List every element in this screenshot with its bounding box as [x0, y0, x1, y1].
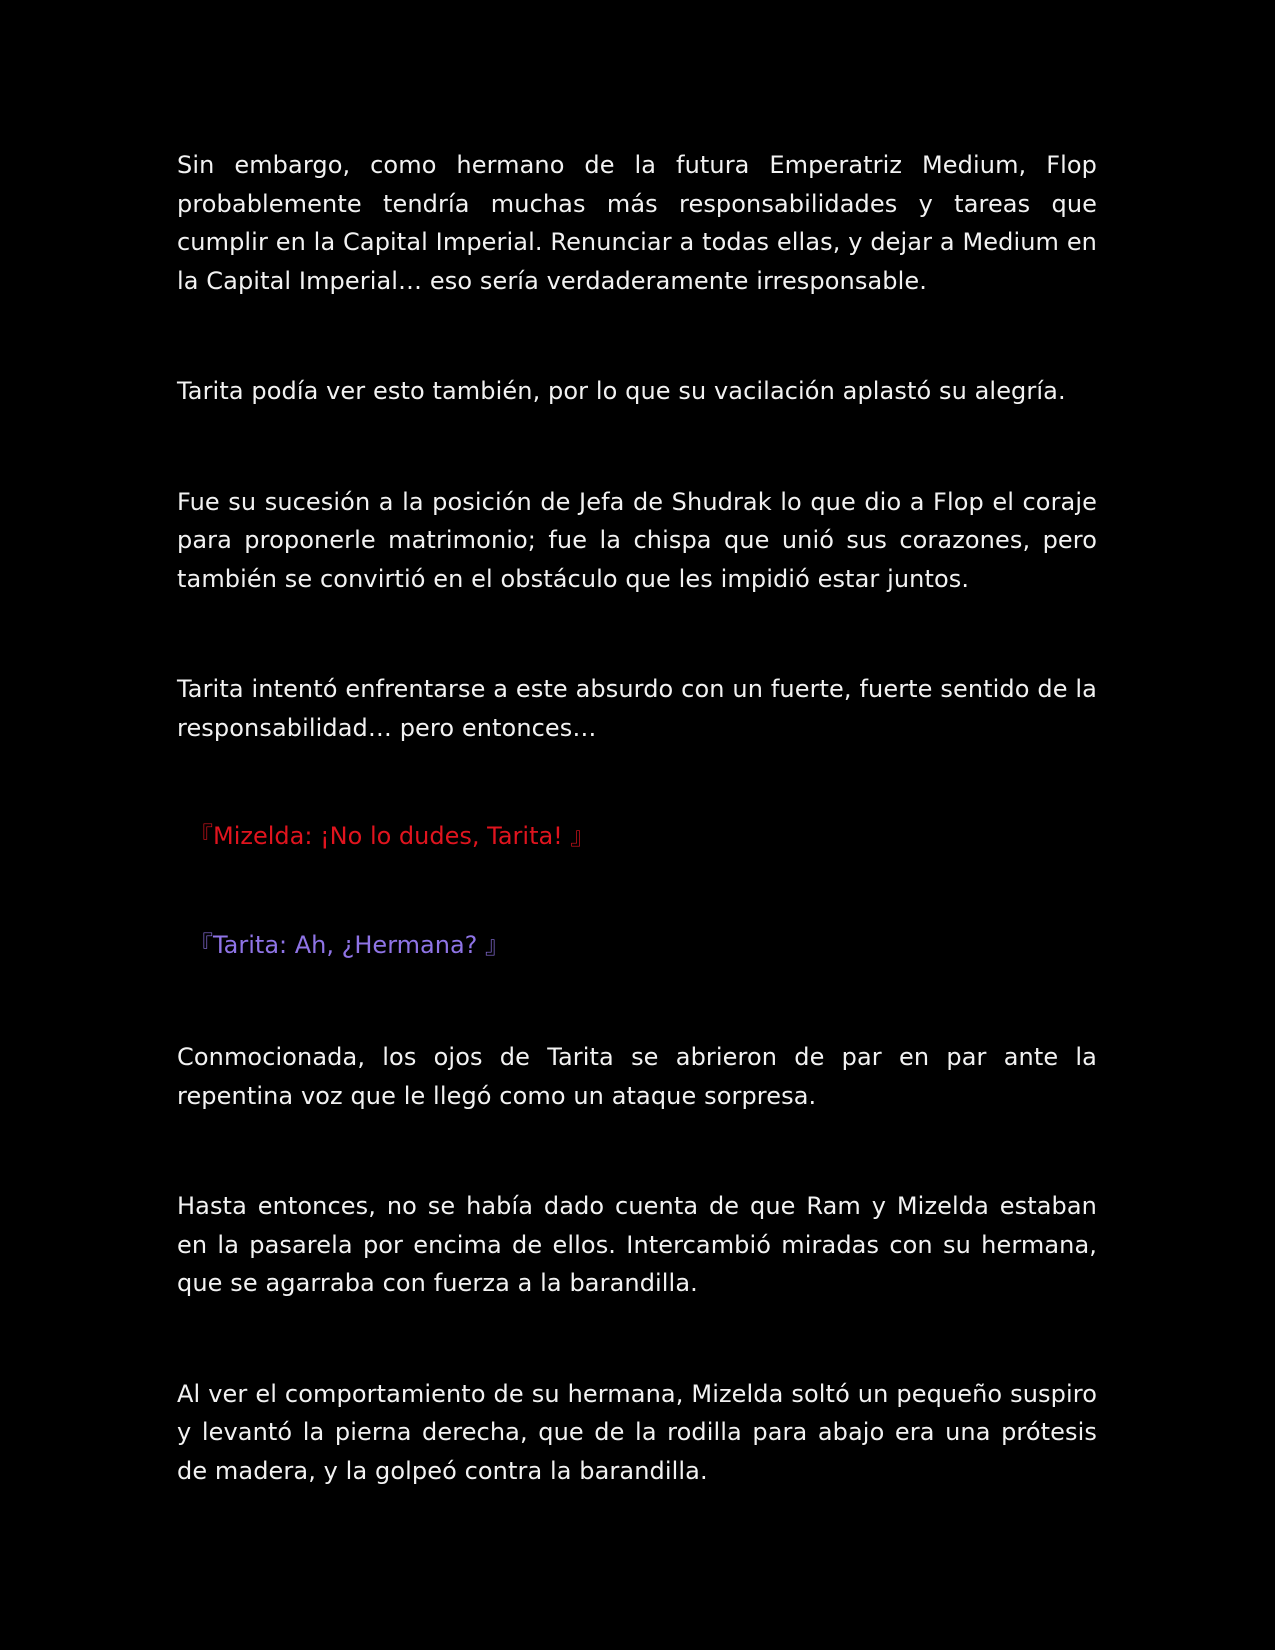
paragraph-3: Fue su sucesión a la posición de Jefa de Shudrak lo que dio a Flop el coraje para proponerle matrimonio; fue la chispa que unió sus corazones, pero también se convirtió en el obstáculo que les impidió estar juntos.	[177, 487, 1097, 593]
paragraph-7: Al ver el comportamiento de su hermana, Mizelda soltó un pequeño suspiro y levantó la pierna derecha, que de la rodilla para abajo era una prótesis de madera, y la golpeó contra la barandilla.	[177, 1379, 1097, 1485]
paragraph-4: Tarita intentó enfrentarse a este absurdo con un fuerte, fuerte sentido de la responsabilidad… pero entonces…	[177, 675, 1097, 742]
paragraph-1: Sin embargo, como hermano de la futura Emperatriz Medium, Flop probablemente tendría muchas más responsabilidades y tareas que cumplir en la Capital Imperial. Renunciar a todas ellas, y dejar a Medium en la Capital Imperial… eso sería verdaderamente irresponsable.	[177, 151, 1097, 295]
paragraph-2: Tarita podía ver esto también, por lo que su vacilación aplastó su alegría.	[177, 377, 1066, 405]
dialogue-tarita: 『Tarita: Ah, ¿Hermana? 』	[189, 930, 510, 959]
document-page	[177, 146, 1097, 1490]
paragraph-6: Hasta entonces, no se había dado cuenta de que Ram y Mizelda estaban en la pasarela por encima de ellos. Intercambió miradas con su hermana, que se agarraba con fuerza a la barandilla.	[177, 1192, 1097, 1297]
dialogue-mizelda: 『Mizelda: ¡No lo dudes, Tarita! 』	[189, 822, 595, 850]
paragraph-5: Conmocionada, los ojos de Tarita se abrieron de par en par ante la repentina voz que le llegó como un ataque sorpresa.	[177, 1043, 1097, 1110]
